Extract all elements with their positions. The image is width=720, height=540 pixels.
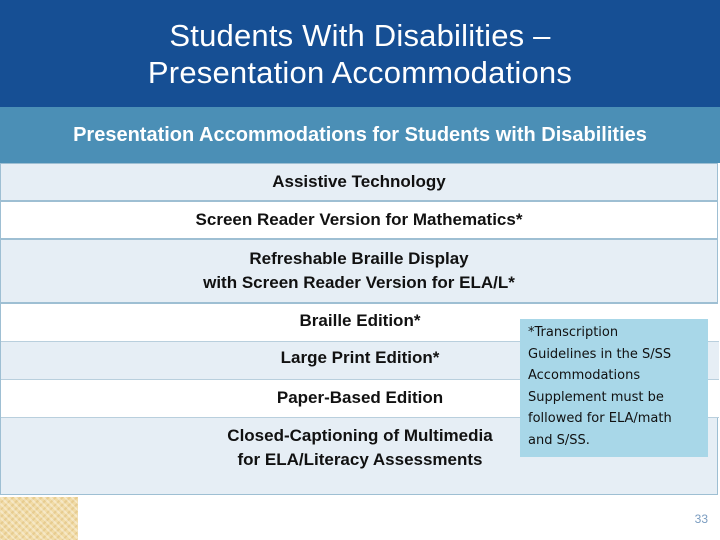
table-row-refreshable-braille	[0, 239, 718, 303]
decorative-texture	[0, 497, 78, 540]
note-line: Accommodations	[528, 368, 641, 383]
table-row-assistive-technology	[0, 163, 718, 201]
paper-based-text: Paper-Based Edition	[276, 388, 444, 407]
row-text: Assistive Technology	[272, 172, 446, 191]
row-text-line-1: Refreshable Braille Display	[249, 249, 469, 268]
table-header: Presentation Accommodations for Students with Disabilities	[0, 107, 720, 163]
slide-title-bar	[0, 0, 720, 107]
note-line: followed for ELA/math	[528, 411, 672, 426]
closed-captioning-text-line-2: for ELA/Literacy Assessments	[237, 450, 483, 469]
transcription-note-box	[520, 319, 708, 457]
closed-captioning-text-line-1: Closed-Captioning of Multimedia	[227, 426, 493, 445]
page-number: 33	[694, 512, 708, 526]
slide-title-line-2: Presentation Accommodations	[147, 54, 573, 90]
row-text-line-2: with Screen Reader Version for ELA/L*	[203, 273, 515, 292]
note-line: *Transcription	[528, 325, 619, 340]
note-line: Guidelines in the S/SS	[528, 346, 672, 362]
note-line: Supplement must be	[528, 389, 664, 405]
braille-edition-text: Braille Edition*	[299, 311, 421, 330]
table-row-screen-reader-math	[0, 201, 718, 239]
large-print-text: Large Print Edition*	[280, 348, 440, 367]
slide-title-line-1: Students With Disabilities –	[169, 17, 551, 53]
note-line: and S/SS.	[528, 432, 590, 448]
row-text: Screen Reader Version for Mathematics*	[195, 210, 523, 229]
